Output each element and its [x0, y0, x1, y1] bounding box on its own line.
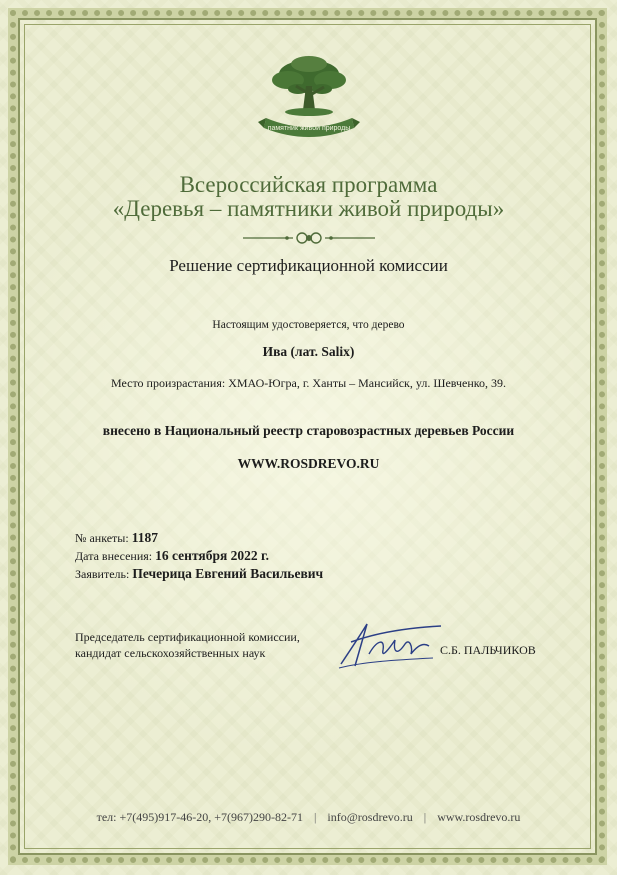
footer-separator: | — [423, 810, 427, 824]
program-title-line1: Всероссийская программа — [179, 172, 438, 197]
ornament-divider-icon — [243, 230, 375, 246]
applicant-label: Заявитель: — [75, 567, 130, 581]
footer-contacts — [0, 810, 617, 825]
website-link[interactable]: WWW.ROSDREVO.RU — [237, 456, 380, 471]
tree-location: Место произрастания: ХМАО-Югра, г. Ханты – Мансийск, ул. Шевченко, 39. — [111, 376, 506, 390]
entry-date-value: 16 сентября 2022 г. — [155, 548, 269, 563]
chairman-title-line1: Председатель сертификационной комиссии, — [75, 630, 300, 644]
certify-text: Настоящим удостоверяется, что дерево — [212, 319, 405, 331]
form-number-label: № анкеты: — [75, 531, 129, 545]
form-number-field — [75, 530, 158, 546]
entry-date-field — [75, 548, 269, 564]
footer-email-link[interactable]: info@rosdrevo.ru — [327, 810, 413, 824]
handwritten-signature-icon — [333, 616, 445, 672]
applicant-field — [75, 566, 323, 582]
form-number-value: 1187 — [131, 530, 158, 545]
logo-ribbon-text: памятник живой природы — [267, 125, 351, 132]
footer-site-link[interactable]: www.rosdrevo.ru — [437, 810, 521, 824]
footer-phones: тел: +7(495)917-46-20, +7(967)290-82-71 — [96, 810, 303, 824]
applicant-value: Печерица Евгений Васильевич — [132, 566, 324, 581]
entry-date-label: Дата внесения: — [75, 549, 153, 563]
chairman-title — [75, 629, 300, 661]
signer-name: С.Б. ПАЛЬЧИКОВ — [440, 643, 536, 657]
commission-decision-heading: Решение сертификационной комиссии — [169, 256, 448, 275]
program-title-line2: «Деревья – памятники живой природы» — [112, 196, 505, 221]
chairman-title-line2: кандидат сельскохозяйственных наук — [75, 646, 266, 660]
tree-name: Ива (лат. Salix) — [262, 344, 355, 359]
registry-statement: внесено в Национальный реестр старовозрастных деревьев России — [102, 423, 515, 438]
footer-separator: | — [314, 810, 317, 824]
